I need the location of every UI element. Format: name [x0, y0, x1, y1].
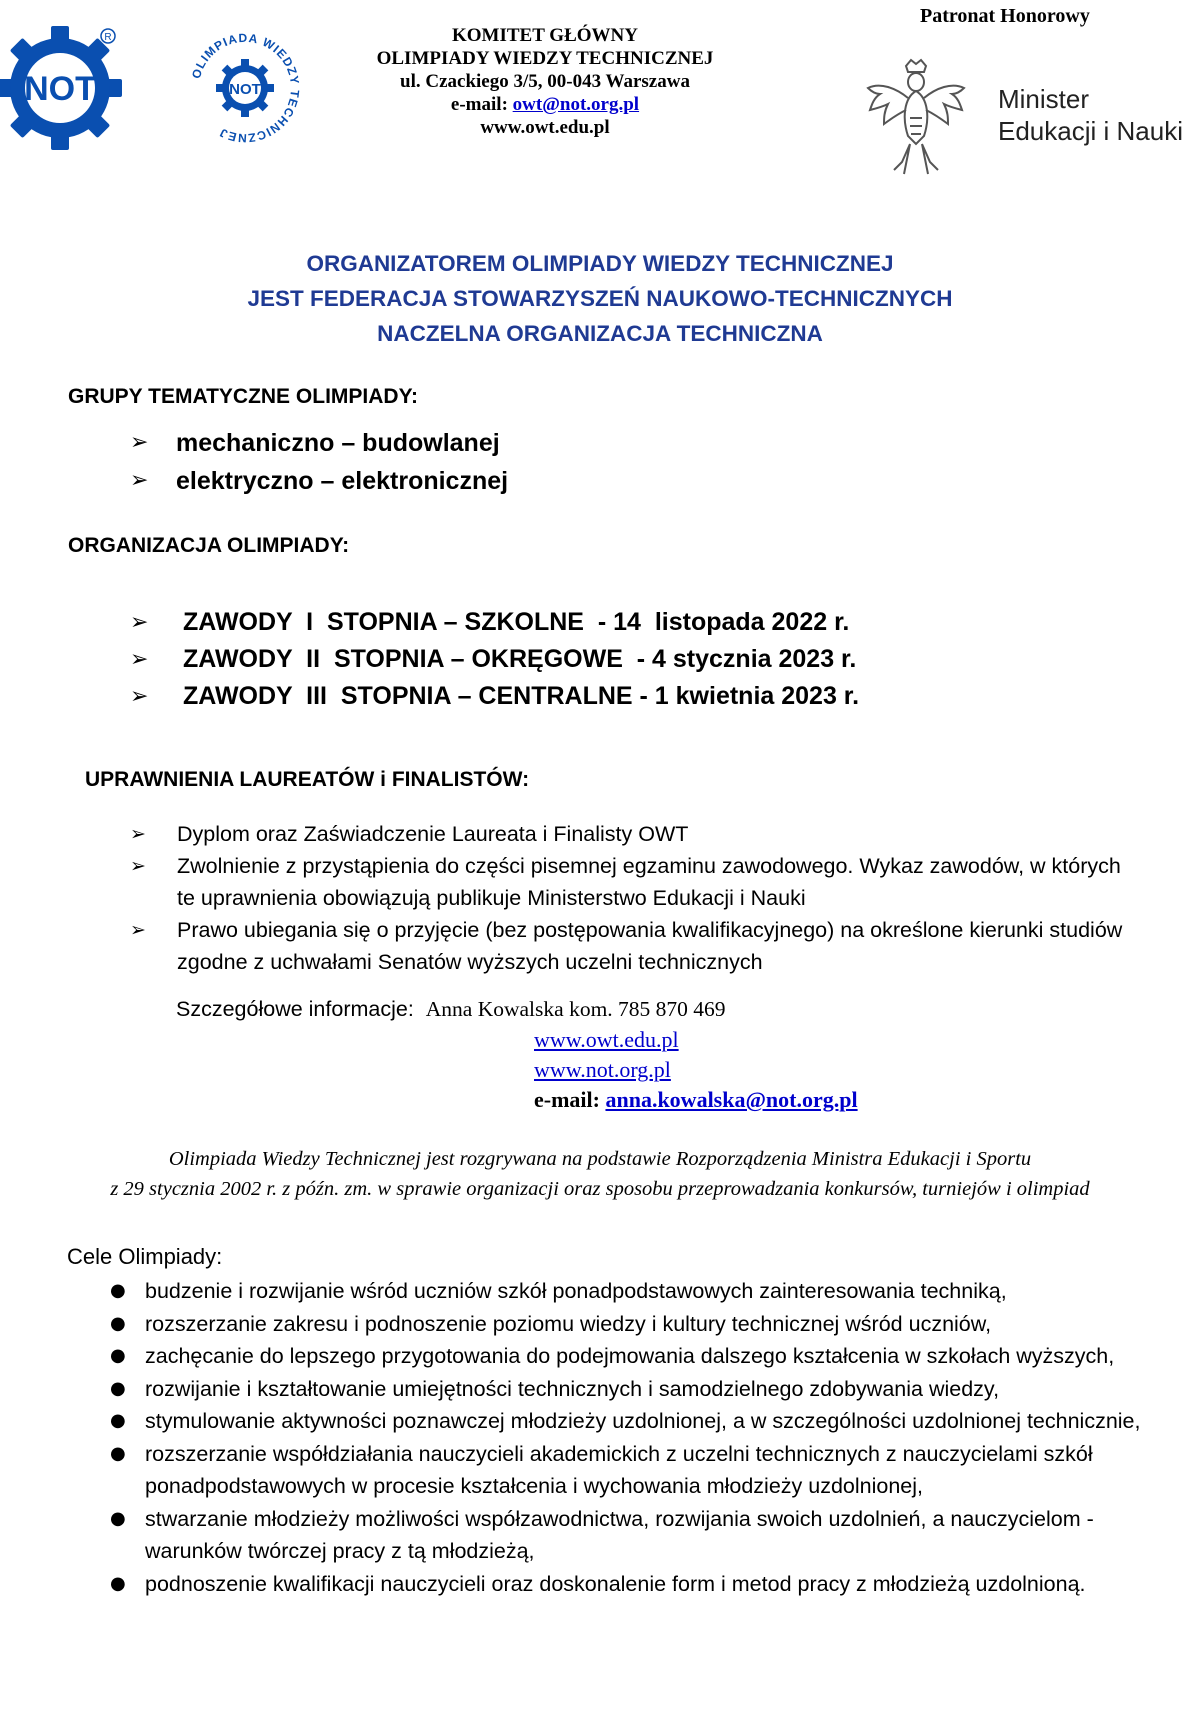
list-item: ➢ ZAWODY II STOPNIA – OKRĘGOWE - 4 stycznia 2023 r. — [130, 641, 859, 678]
contact-email-link[interactable]: anna.kowalska@not.org.pl — [605, 1087, 858, 1112]
list-item: ● zachęcanie do lepszego przygotowania do podejmowania dalszego kształcenia w szkołach wyższych, — [110, 1340, 1160, 1373]
organizer-line2: JEST FEDERACJA STOWARZYSZEŃ NAUKOWO-TECHNICZNYCH — [247, 286, 953, 311]
contact-person: Anna Kowalska kom. 785 870 469 — [425, 997, 726, 1021]
list-item: ● rozszerzanie zakresu i podnoszenie poziomu wiedzy i kultury technicznej wśród uczniów, — [110, 1308, 1160, 1341]
minister-line1: Minister — [998, 84, 1090, 114]
committee-email-row — [340, 93, 750, 116]
groups-list — [130, 424, 508, 500]
list-item: ● rozszerzanie współdziałania nauczycieli akademickich z uczelni technicznych z nauczycielami szkół ponadpodstawowych w procesie kształcenia i wychowania młodzieży uzdolnionej, — [110, 1438, 1160, 1503]
organizer-line1: ORGANIZATOREM OLIMPIADY WIEDZY TECHNICZNEJ — [306, 251, 894, 276]
not-logo — [0, 22, 125, 150]
bullet-icon: ● — [110, 1280, 126, 1301]
bullet-icon: ● — [110, 1410, 126, 1431]
committee-website: www.owt.edu.pl — [480, 117, 610, 138]
not-website-link[interactable]: www.not.org.pl — [534, 1057, 671, 1082]
goals-heading: Cele Olimpiady: — [67, 1244, 223, 1269]
owt-logo — [185, 28, 305, 148]
list-item: ➢ ZAWODY I STOPNIA – SZKOLNE - 14 listopada 2022 r. — [130, 604, 859, 641]
patronat-label: Patronat Honorowy — [920, 5, 1090, 27]
list-item: ➢ mechaniczno – budowlanej — [130, 424, 508, 462]
organizer-statement — [0, 246, 1200, 351]
contact-email-label: e-mail: — [534, 1087, 600, 1112]
svg-text:NOT: NOT — [229, 81, 261, 98]
goals-list — [110, 1275, 1160, 1600]
list-item: ● rozwijanie i kształtowanie umiejętności technicznych i samodzielnego zdobywania wiedzy, — [110, 1373, 1160, 1406]
committee-email-link[interactable]: owt@not.org.pl — [512, 94, 640, 115]
arrow-bullet-icon: ➢ — [130, 430, 149, 455]
bullet-icon: ● — [110, 1507, 126, 1529]
contact-email-row — [534, 1085, 858, 1115]
bullet-icon: ● — [110, 1312, 126, 1334]
legal-line2: z 29 stycznia 2002 r. z późn. zm. w sprawie organizacji oraz sposobu przeprowadzania konkursów, turniejów i olimpiad — [110, 1178, 1090, 1200]
list-item: ➢ elektryczno – elektronicznej — [130, 462, 508, 500]
bullet-icon: ● — [110, 1377, 126, 1399]
legal-line1: Olimpiada Wiedzy Technicznej jest rozgrywana na podstawie Rozporządzenia Ministra Edukacji i Sportu — [168, 1148, 1032, 1170]
not-logo-text: NOT — [24, 70, 96, 108]
organization-heading: ORGANIZACJA OLIMPIADY: — [68, 534, 350, 557]
owt-website-link[interactable]: www.owt.edu.pl — [534, 1027, 679, 1052]
minister-label — [998, 83, 1183, 147]
arrow-bullet-icon: ➢ — [130, 855, 146, 877]
list-item: ● podnoszenie kwalifikacji nauczycieli oraz doskonalenie form i metod pracy z młodzieżą uzdolnioną. — [110, 1568, 1160, 1601]
arrow-bullet-icon: ➢ — [130, 684, 149, 709]
list-item: ● stwarzanie młodzieży możliwości współzawodnictwa, rozwijania swoich uzdolnień, a nauczycielom - warunków twórczej pracy z tą młodzieżą, — [110, 1503, 1160, 1568]
groups-heading: GRUPY TEMATYCZNE OLIMPIADY: — [68, 385, 419, 408]
rights-list — [130, 818, 1130, 978]
list-item: ➢ ZAWODY III STOPNIA – CENTRALNE - 1 kwietnia 2023 r. — [130, 678, 859, 715]
arrow-bullet-icon: ➢ — [130, 647, 149, 672]
list-item: ➢ Prawo ubiegania się o przyjęcie (bez postępowania kwalifikacyjnego) na określone kierunki studiów zgodne z uchwałami Senatów wyższych uczelni technicznych — [130, 914, 1130, 978]
svg-text:R: R — [104, 32, 112, 43]
stages-list — [130, 604, 859, 715]
eagle-emblem-icon — [866, 58, 966, 176]
contact-links — [534, 1025, 858, 1115]
committee-address — [340, 24, 750, 139]
committee-olympiad: OLIMPIADY WIEDZY TECHNICZNEJ — [376, 48, 714, 69]
list-item: ➢ Zwolnienie z przystąpienia do części pisemnej egzaminu zawodowego. Wykaz zawodów, w których te uprawnienia obowiązują publikuje Ministerstwo Edukacji i Nauki — [130, 850, 1130, 914]
list-item: ➢ Dyplom oraz Zaświadczenie Laureata i Finalisty OWT — [130, 818, 1130, 850]
organizer-line3: NACZELNA ORGANIZACJA TECHNICZNA — [377, 321, 823, 346]
list-item: ● budzenie i rozwijanie wśród uczniów szkół ponadpodstawowych zainteresowania techniką, — [110, 1275, 1160, 1308]
committee-street: ul. Czackiego 3/5, 00-043 Warszawa — [400, 71, 690, 92]
committee-email-label: e-mail: — [450, 94, 508, 115]
contact-label: Szczegółowe informacje: — [176, 997, 414, 1021]
arrow-bullet-icon: ➢ — [130, 823, 146, 845]
arrow-bullet-icon: ➢ — [130, 468, 149, 493]
legal-note — [0, 1144, 1200, 1204]
list-item: ● stymulowanie aktywności poznawczej młodzieży uzdolnionej, a w szczególności uzdolnionej technicznie, — [110, 1405, 1160, 1438]
committee-name: KOMITET GŁÓWNY — [452, 25, 638, 46]
arrow-bullet-icon: ➢ — [130, 919, 146, 941]
contact-details — [176, 994, 726, 1024]
bullet-icon: ● — [110, 1572, 126, 1594]
owt-logo-ring-text: OLIMPIADA WIEDZY TECHNICZNEJ — [189, 30, 303, 146]
bullet-icon: ● — [110, 1442, 126, 1464]
minister-line2: Edukacji i Nauki — [998, 116, 1183, 146]
arrow-bullet-icon: ➢ — [130, 610, 149, 635]
rights-heading: UPRAWNIENIA LAUREATÓW i FINALISTÓW: — [85, 768, 530, 791]
bullet-icon: ● — [110, 1345, 126, 1366]
